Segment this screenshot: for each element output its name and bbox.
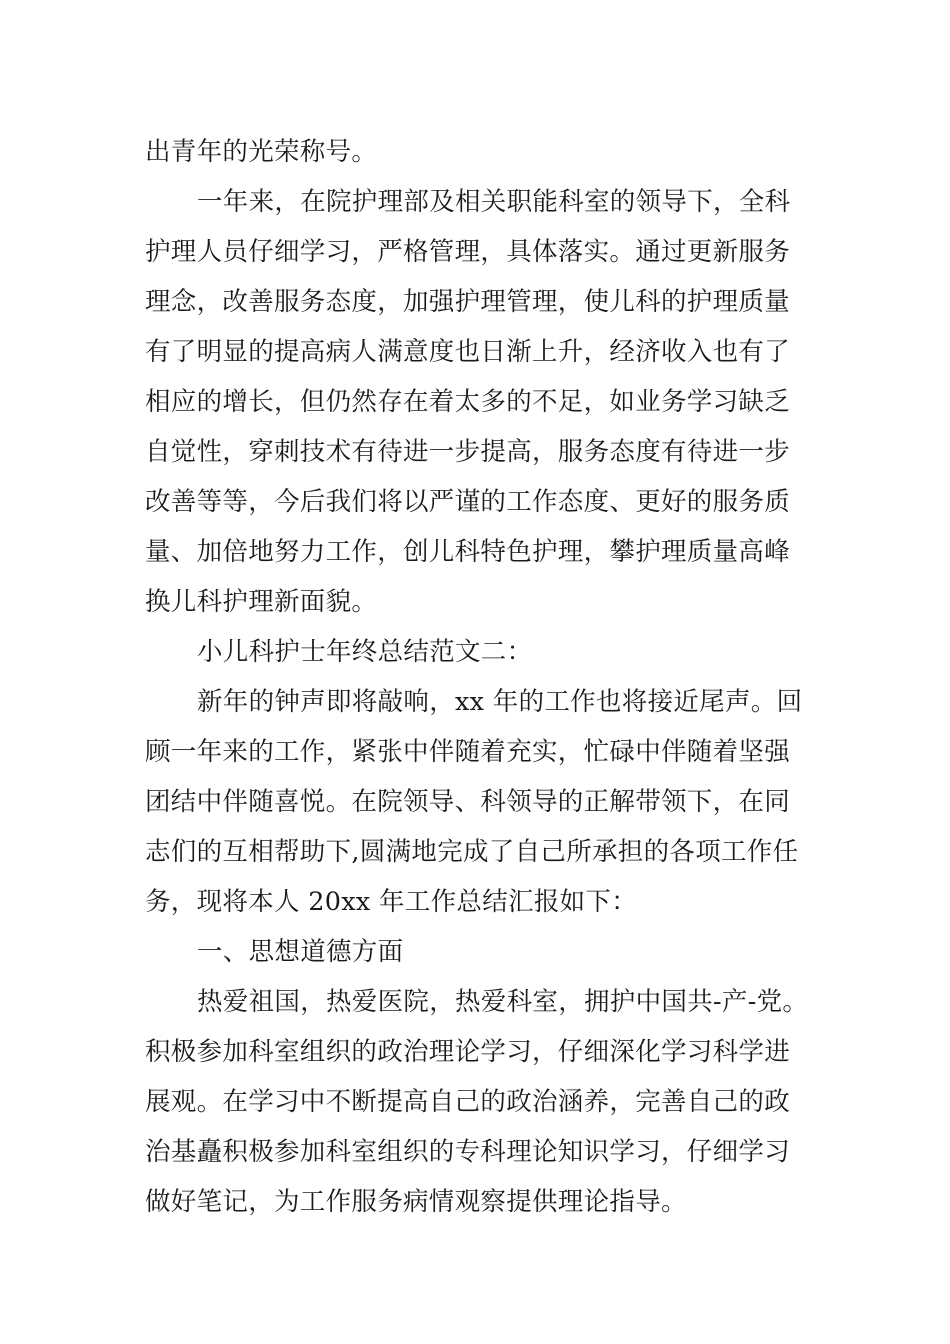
text-line: 护理人员仔细学习，严格管理，具体落实。通过更新服务 (145, 237, 791, 267)
text-line: 一年来，在院护理部及相关职能科室的领导下，全科 (197, 187, 791, 217)
text-line: 展观。在学习中不断提高自己的政治涵养，完善自己的政 (145, 1087, 791, 1117)
text-line: 出青年的光荣称号。 (145, 137, 378, 167)
text-line: 积极参加科室组织的政治理论学习，仔细深化学习科学进 (145, 1037, 791, 1067)
section-heading: 小儿科护士年终总结范文二： (197, 637, 533, 667)
section-heading: 一、思想道德方面 (197, 937, 404, 967)
text-line: 自觉性，穿刺技术有待进一步提高，服务态度有待进一步 (145, 437, 791, 467)
text-line: 有了明显的提高病人满意度也日渐上升，经济收入也有了 (145, 337, 791, 367)
text-line: 志们的互相帮助下,圆满地完成了自己所承担的各项工作任 (145, 837, 799, 867)
text-line: 热爱祖国，热爱医院，热爱科室，拥护中国共-产-党。 (197, 987, 809, 1017)
text-line: 量、加倍地努力工作，创儿科特色护理，攀护理质量高峰 (145, 537, 791, 567)
text-line: 顾一年来的工作，紧张中伴随着充实，忙碌中伴随着坚强 (145, 737, 791, 767)
text-line: 治基矗积极参加科室组织的专科理论知识学习，仔细学习 (145, 1137, 791, 1167)
text-line: 团结中伴随喜悦。在院领导、科领导的正解带领下，在同 (145, 787, 791, 817)
text-line: 改善等等，今后我们将以严谨的工作态度、更好的服务质 (145, 487, 791, 517)
text-line: 新年的钟声即将敲响，xx 年的工作也将接近尾声。回 (197, 687, 803, 717)
text-line: 做好笔记，为工作服务病情观察提供理论指导。 (145, 1187, 687, 1217)
text-line: 相应的增长，但仍然存在着太多的不足，如业务学习缺乏 (145, 387, 791, 417)
text-line: 理念，改善服务态度，加强护理管理，使儿科的护理质量 (145, 287, 791, 317)
text-line: 换儿科护理新面貌。 (145, 587, 378, 617)
text-line: 务，现将本人 20xx 年工作总结汇报如下： (145, 887, 638, 917)
